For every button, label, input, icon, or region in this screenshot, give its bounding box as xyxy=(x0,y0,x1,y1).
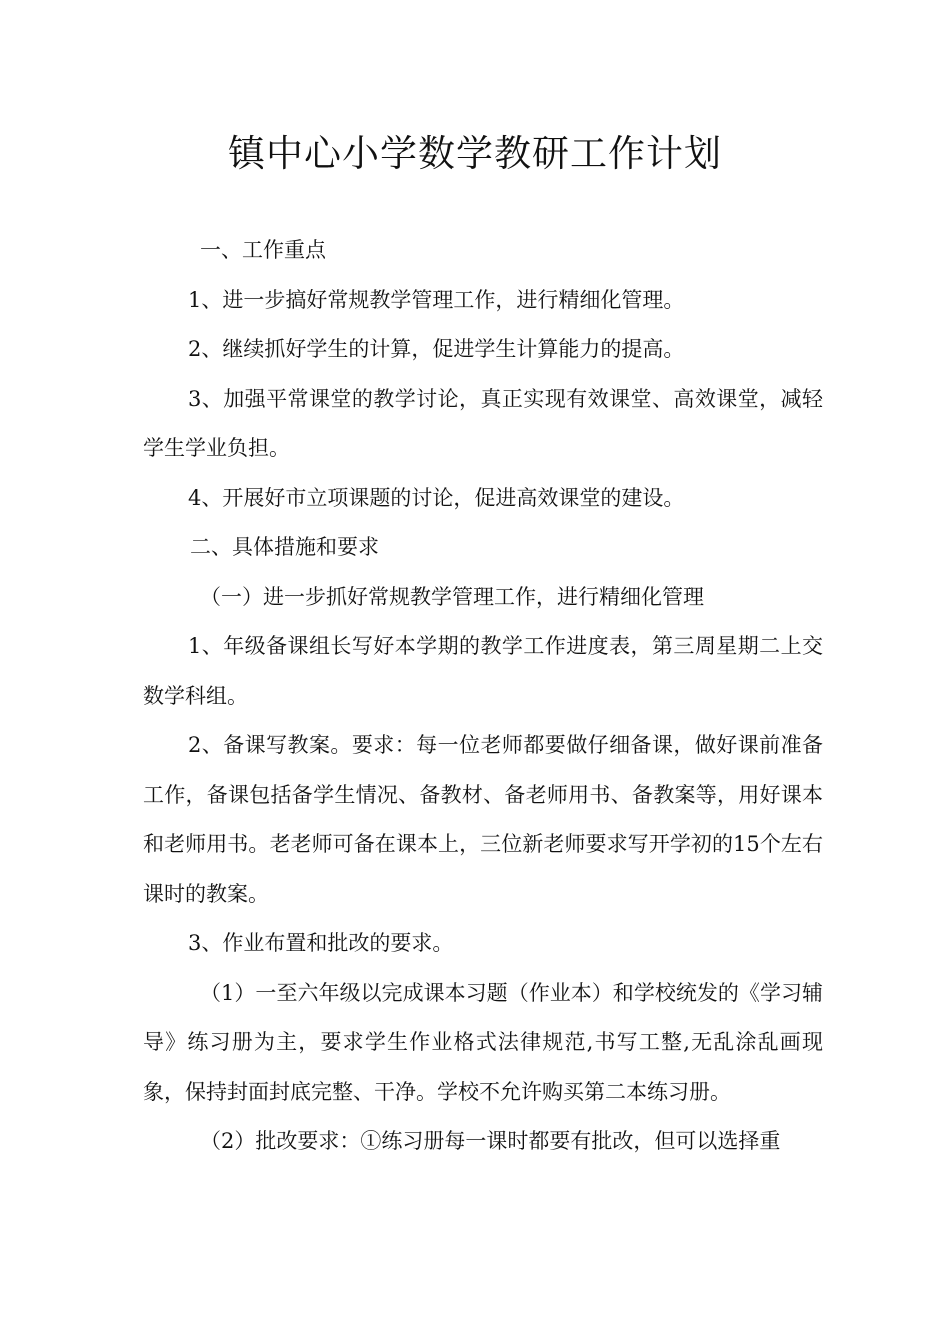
paragraph: （1）一至六年级以完成课本习题（作业本）和学校统发的《学习辅导》练习册为主，要求学生作业格式法律规范,书写工整,无乱涂乱画现象，保持封面封底完整、干净。学校不允许购买第二本练习册。 xyxy=(143,980,823,1104)
section-heading: 二、具体措施和要求 xyxy=(190,535,379,559)
document-title: 镇中心小学数学教研工作计划 xyxy=(228,132,722,175)
subsection-heading: （一）进一步抓好常规教学管理工作，进行精细化管理 xyxy=(200,584,704,609)
paragraph: 4、开展好市立项课题的讨论，促进高效课堂的建设。 xyxy=(188,485,685,510)
paragraph: 3、加强平常课堂的教学讨论，真正实现有效课堂、高效课堂，减轻学生学业负担。 xyxy=(143,386,823,460)
paragraph: 2、继续抓好学生的计算，促进学生计算能力的提高。 xyxy=(188,337,685,361)
paragraph: 2、备课写教案。要求：每一位老师都要做仔细备课，做好课前准备工作，备课包括备学生情况、备教材、备老师用书、备教案等，用好课本和老师用书。老老师可备在课本上，三位新老师要求写开学初的15个左右课时的教案。 xyxy=(143,733,823,906)
paragraph: 1、进一步搞好常规教学管理工作，进行精细化管理。 xyxy=(188,287,685,312)
paragraph: （2）批改要求：①练习册每一课时都要有批改，但可以选择重 xyxy=(200,1129,781,1153)
document-body xyxy=(143,226,823,1167)
section-heading: 一、工作重点 xyxy=(200,238,326,262)
paragraph: 3、作业布置和批改的要求。 xyxy=(188,931,454,955)
paragraph: 1、年级备课组长写好本学期的教学工作进度表，第三周星期二上交数学科组。 xyxy=(143,634,823,708)
